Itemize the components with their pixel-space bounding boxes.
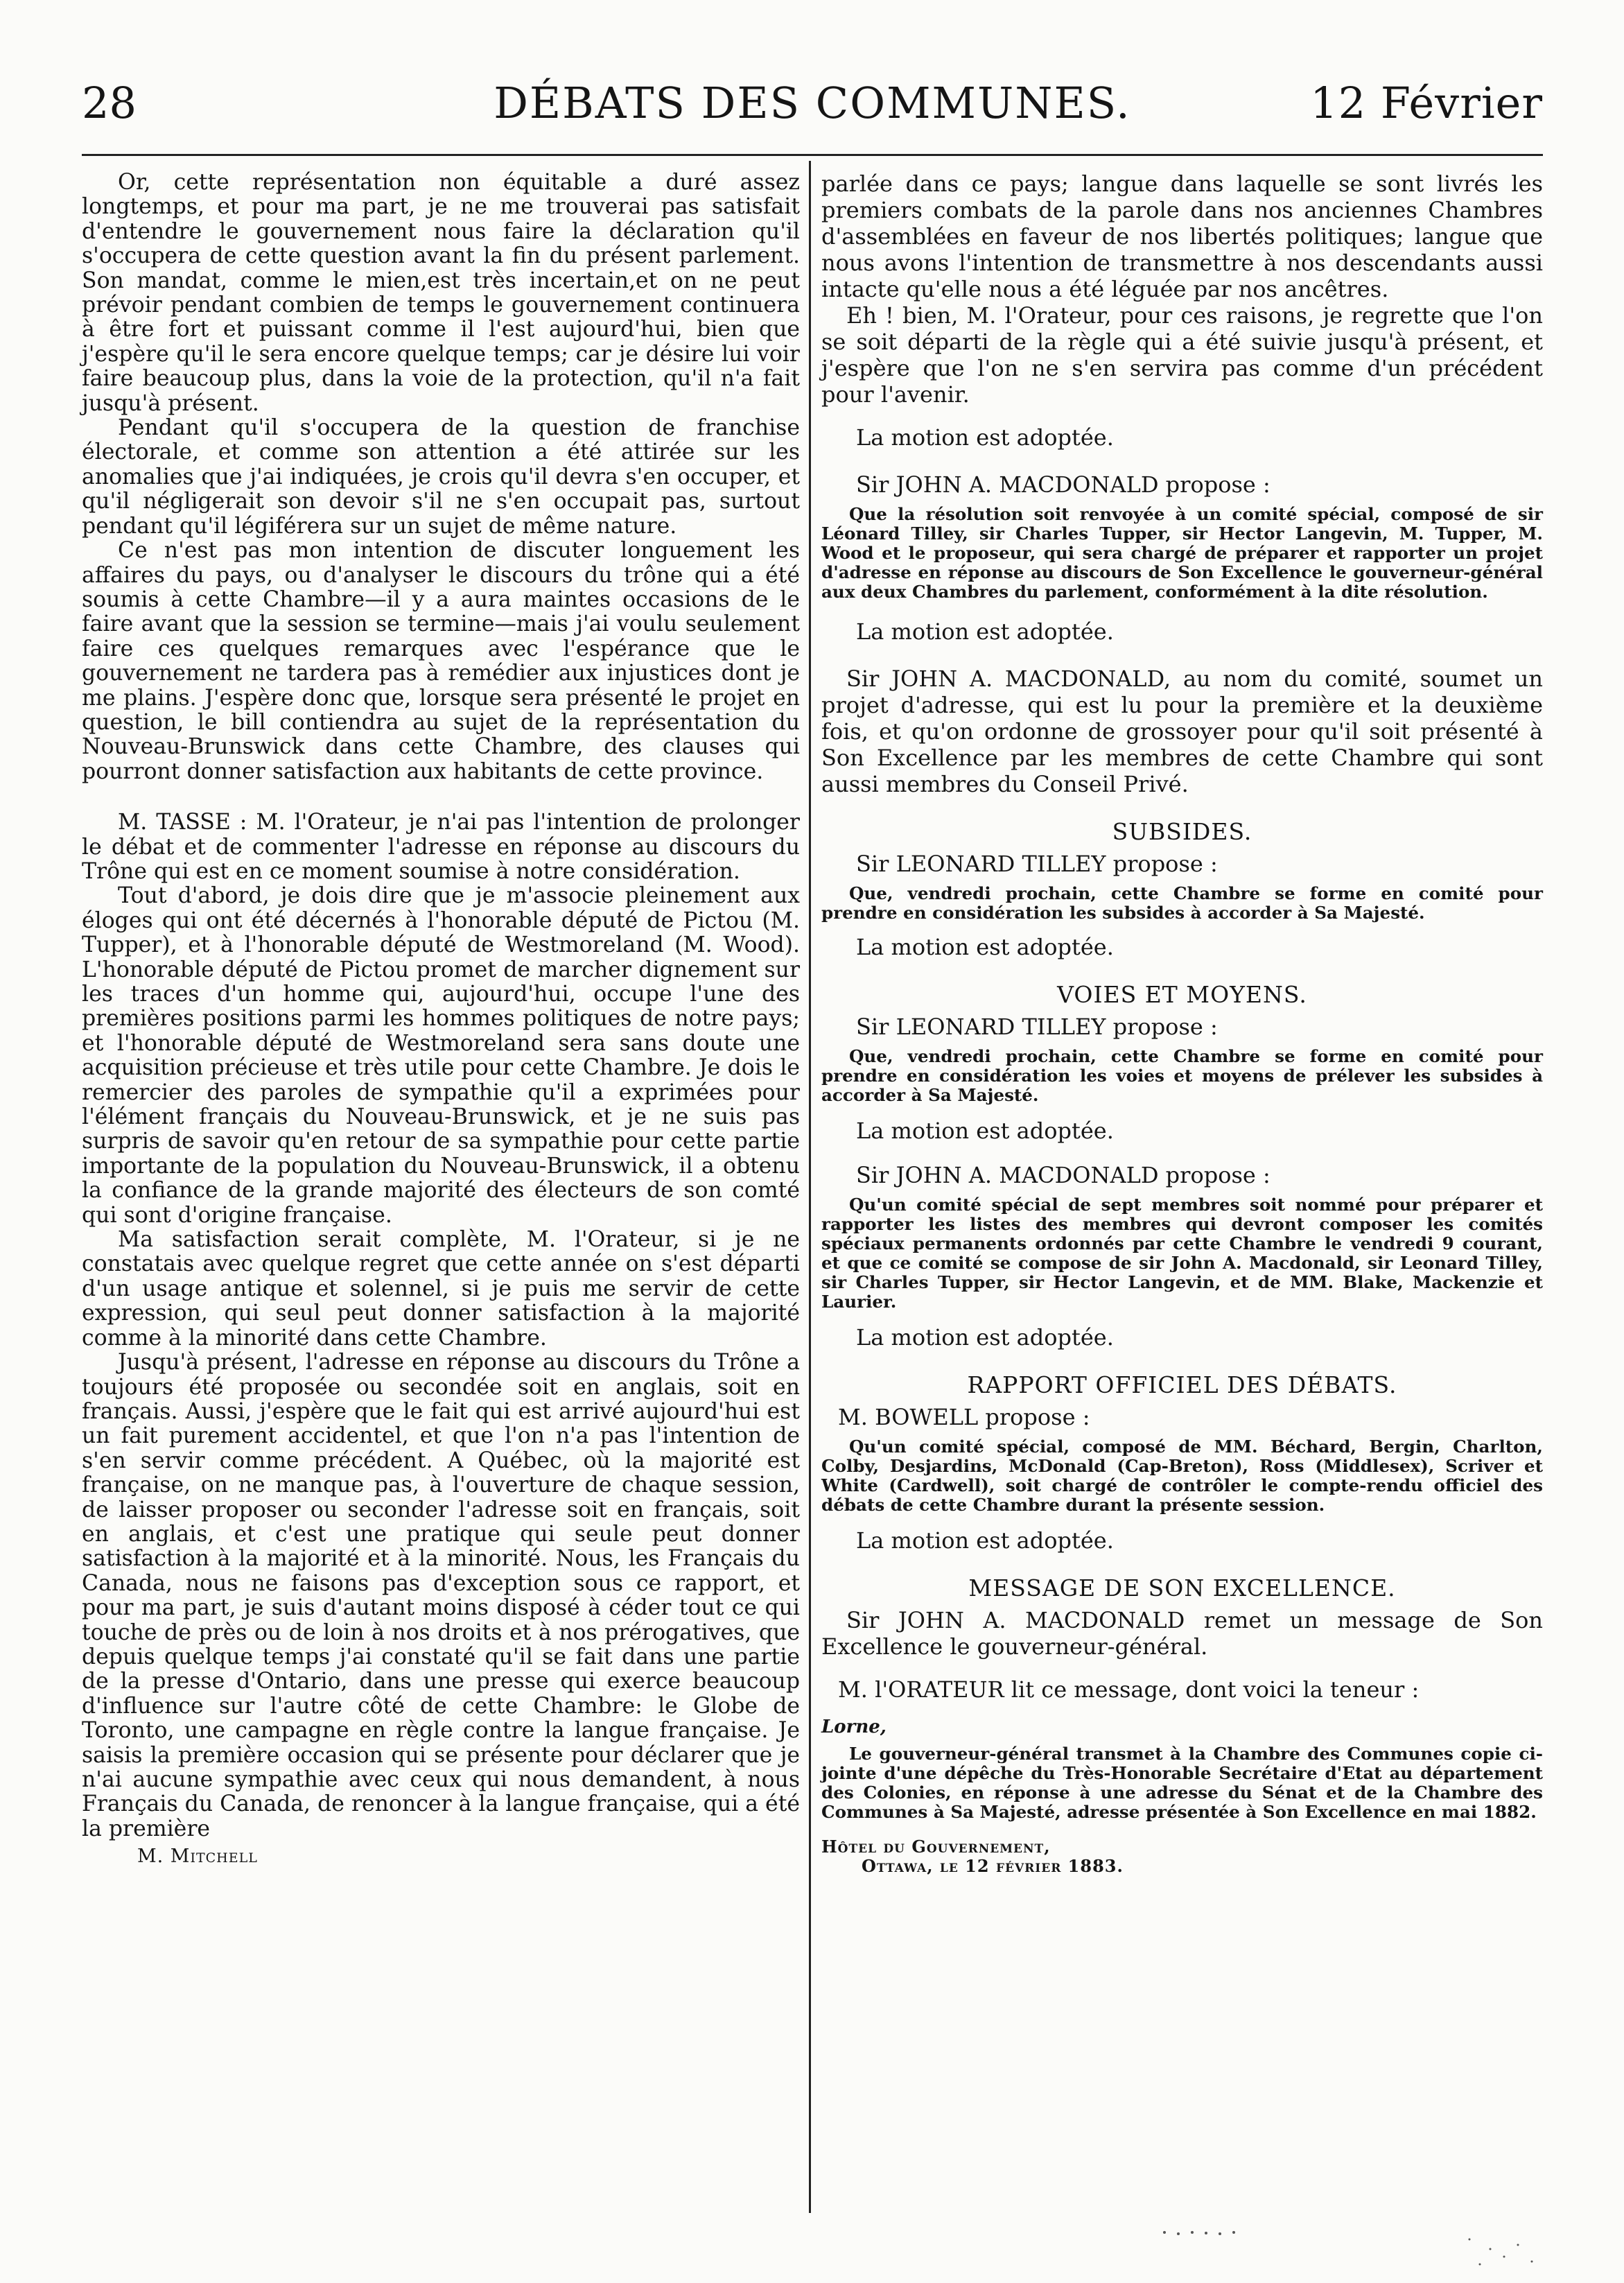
- motion-result: La motion est adoptée.: [856, 1324, 1114, 1351]
- page-number: 28: [82, 78, 137, 128]
- motion-result: La motion est adoptée.: [856, 1527, 1114, 1554]
- committee-report: Sir JOHN A. MACDONALD, au nom du comité, soumet un projet d'adresse, qui est lu pour la première et la deuxième fois, et qu'on ordonne de grossoyer pour qu'il soit présenté à Son Excellence par les membres de cette Chambre qui sont aussi membres du Conseil Privé.: [821, 666, 1543, 797]
- dateline-date: Ottawa, le 12 février 1883.: [862, 1856, 1124, 1876]
- speech-tasse: M. TASSE : M. l'Orateur, je n'ai pas l'intention de prolonger le débat et de commenter l'adresse en réponse au discours du Trône qui est en ce moment soumise à notre considération.: [82, 810, 800, 884]
- speaker-line: Sir JOHN A. MACDONALD propose :: [856, 471, 1271, 498]
- speaker-line: Sir LEONARD TILLEY propose :: [856, 851, 1218, 877]
- running-head: [82, 78, 1543, 140]
- journal-title: DÉBATS DES COMMUNES.: [494, 78, 1131, 128]
- paragraph: Eh ! bien, M. l'Orateur, pour ces raisons, je regrette que l'on se soit départi de la règle qui a été suivie jusqu'à présent, et j'espère que l'on ne s'en servira pas comme d'un précédent pour l'avenir.: [821, 302, 1543, 408]
- speaker-line: Sir LEONARD TILLEY propose :: [856, 1014, 1218, 1040]
- column-divider: [809, 161, 811, 2213]
- message-text: Le gouverneur-général transmet à la Chambre des Communes copie ci-jointe d'une dépêche du Très-Honorable Secrétaire d'Etat au département des Colonies, en réponse à une adresse du Sénat et de la Chambre des Communes à Sa Majesté, adresse présentée à Son Excellence en mai 1882.: [821, 1744, 1543, 1822]
- speaker-line: M. BOWELL propose :: [838, 1404, 1090, 1430]
- resolution-text: Qu'un comité spécial, composé de MM. Béchard, Bergin, Charlton, Colby, Desjardins, McDonald (Cap-Breton), Ross (Middlesex), Scriver et White (Cardwell), soit chargé de contrôler le compte-rendu officiel des débats de cette Chambre durant la présente session.: [821, 1436, 1543, 1515]
- resolution-text: Que, vendredi prochain, cette Chambre se forme en comité pour prendre en considération les subsides à accorder à Sa Majesté.: [821, 883, 1543, 923]
- scan-speckles: [818, 2219, 1546, 2274]
- section-heading-rapport: RAPPORT OFFICIEL DES DÉBATS.: [967, 1371, 1397, 1398]
- paragraph: Ce n'est pas mon intention de discuter longuement les affaires du pays, ou d'analyser le discours du trône qui a été soumis à cette Chambre—il y a aura maintes occasions de le faire avant que la session se termine—mais j'ai voulu seulement faire ces quelques remarques avec l'espérance que le gouvernement ne tardera pas à remédier aux injustices dont je me plains. J'espère donc que, lorsque sera présenté le projet en question, le bill contiendra au sujet de la représentation du Nouveau-Brunswick dans cette Chambre, des clauses qui pourront donner satisfaction aux habitants de cette province.: [82, 538, 800, 784]
- dateline: [821, 1837, 1543, 1876]
- paragraph: Or, cette représentation non équitable a duré assez longtemps, et pour ma part, je ne me trouverai pas satisfait d'entendre le gouvernement nous faire la déclaration qu'il s'occupera de cette question avant la fin du présent parlement. Son mandat, comme le mien,est très incertain,et on ne peut prévoir pendant combien de temps le gouvernement continuera à être fort et puissant comme il l'est aujourd'hui, bien que j'espère qu'il le sera encore quelque temps; car je désire lui voir faire beaucoup plus, dans la voie de la protection, qu'il n'a fait jusqu'à présent.: [82, 170, 800, 416]
- dateline-place: Hôtel du Gouvernement,: [821, 1837, 1051, 1857]
- section-heading-voies: VOIES ET MOYENS.: [1057, 981, 1307, 1008]
- paragraph: parlée dans ce pays; langue dans laquelle se sont livrés les premiers combats de la parole dans nos anciennes Chambres d'assemblées en faveur de nos libertés politiques; langue que nous avons l'intention de transmettre à nos descendants aussi intacte qu'elle nous a été léguée par nos ancêtres.: [821, 171, 1543, 302]
- header-date: 12 Février: [1310, 78, 1543, 128]
- right-column: [821, 171, 1543, 1876]
- resolution-text: Que la résolution soit renvoyée à un comité spécial, composé de sir Léonard Tilley, sir Charles Tupper, sir Hector Langevin, M. Tupper, M. Wood et le proposeur, qui sera chargé de préparer et rapporter un projet d'adresse en réponse au discours de Son Excellence le gouverneur-général aux deux Chambres du parlement, conformément à la dite résolution.: [821, 504, 1543, 602]
- left-column: [82, 171, 800, 1867]
- next-speaker-catchword: M. Mitchell: [137, 1846, 258, 1868]
- motion-result: La motion est adoptée.: [856, 424, 1114, 451]
- speaker-line: Sir JOHN A. MACDONALD remet un message de Son Excellence le gouverneur-général.: [821, 1607, 1543, 1660]
- motion-result: La motion est adoptée.: [856, 1118, 1114, 1144]
- section-heading-message: MESSAGE DE SON EXCELLENCE.: [968, 1574, 1396, 1601]
- motion-result: La motion est adoptée.: [856, 618, 1114, 645]
- motion-result: La motion est adoptée.: [856, 934, 1114, 960]
- paragraph: Ma satisfaction serait complète, M. l'Orateur, si je ne constatais avec quelque regret que cette année on s'est départi d'un usage antique et solennel, si je puis me servir de cette expression, qui seul peut donner satisfaction à la majorité comme à la minorité dans cette Chambre.: [82, 1227, 800, 1351]
- header-rule: [82, 154, 1543, 156]
- paragraph: Jusqu'à présent, l'adresse en réponse au discours du Trône a toujours été proposée ou secondée soit en anglais, soit en français. Aussi, j'espère que le fait qui est arrivé aujourd'hui est un fait purement accidentel, et que l'on n'a pas l'intention de s'en servir comme précédent. A Québec, où la majorité est française, on ne manque pas, à l'ouverture de chaque session, de laisser proposer ou seconder l'adresse soit en français, soit en anglais, et c'est une pratique qui seule peut donner satisfaction à la majorité et à la minorité. Nous, les Français du Canada, nous ne faisons pas d'exception sous ce rapport, et pour ma part, je suis d'autant moins disposé à céder tout ce qui touche de près ou de loin à nos droits et à nos prérogatives, que depuis quelque temps j'ai constaté qu'il se fait dans une partie de la presse d'Ontario, dans une presse qui exerce beaucoup d'influence sur l'autre côté de cette Chambre: le Globe de Toronto, une campagne en règle contre la langue française. Je saisis la première occasion qui se présente pour déclarer que je n'ai aucune sympathie avec ceux qui nous demandent, à nous Français du Canada, de renoncer à la langue française, qui a été la première: [82, 1350, 800, 1841]
- paragraph: Pendant qu'il s'occupera de la question de franchise électorale, et comme son attention a été attirée sur les anomalies que j'ai indiquées, je crois qu'il devra s'en occuper, et qu'il négligerait son devoir s'il ne s'en occupait pas, surtout pendant qu'il légiférera sur un sujet de même nature.: [82, 415, 800, 539]
- speaker-line: M. l'ORATEUR lit ce message, dont voici la teneur :: [838, 1676, 1420, 1703]
- resolution-text: Que, vendredi prochain, cette Chambre se forme en comité pour prendre en considération les voies et moyens de prélever les subsides à accorder à Sa Majesté.: [821, 1046, 1543, 1105]
- paragraph: Tout d'abord, je dois dire que je m'associe pleinement aux éloges qui ont été décernés à l'honorable député de Pictou (M. Tupper), et à l'honorable député de Westmoreland (M. Wood). L'honorable député de Pictou promet de marcher dignement sur les traces d'un homme qui, aujourd'hui, occupe l'une des premières positions parmi les hommes politiques de notre pays; et l'honorable député de Westmoreland sera sans doute une acquisition précieuse et très utile pour cette Chambre. Je dois le remercier des paroles de sympathie qu'il a exprimées pour l'élément français du Nouveau-Brunswick, et je ne suis pas surpris de savoir qu'en retour de sa sympathie pour cette partie importante de la population du Nouveau-Brunswick, il a obtenu la confiance de la grande majorité des électeurs de son comté qui sont d'origine française.: [82, 883, 800, 1228]
- speaker-line: Sir JOHN A. MACDONALD propose :: [856, 1162, 1271, 1188]
- section-heading-subsides: SUBSIDES.: [1112, 818, 1252, 845]
- signature: Lorne,: [821, 1717, 887, 1737]
- resolution-text: Qu'un comité spécial de sept membres soit nommé pour préparer et rapporter les listes des membres qui devront composer les comités spéciaux permanents ordonnés par cette Chambre le vendredi 9 courant, et que ce comité se compose de sir John A. Macdonald, sir Leonard Tilley, sir Charles Tupper, sir Hector Langevin, et de MM. Blake, Mackenzie et Laurier.: [821, 1195, 1543, 1312]
